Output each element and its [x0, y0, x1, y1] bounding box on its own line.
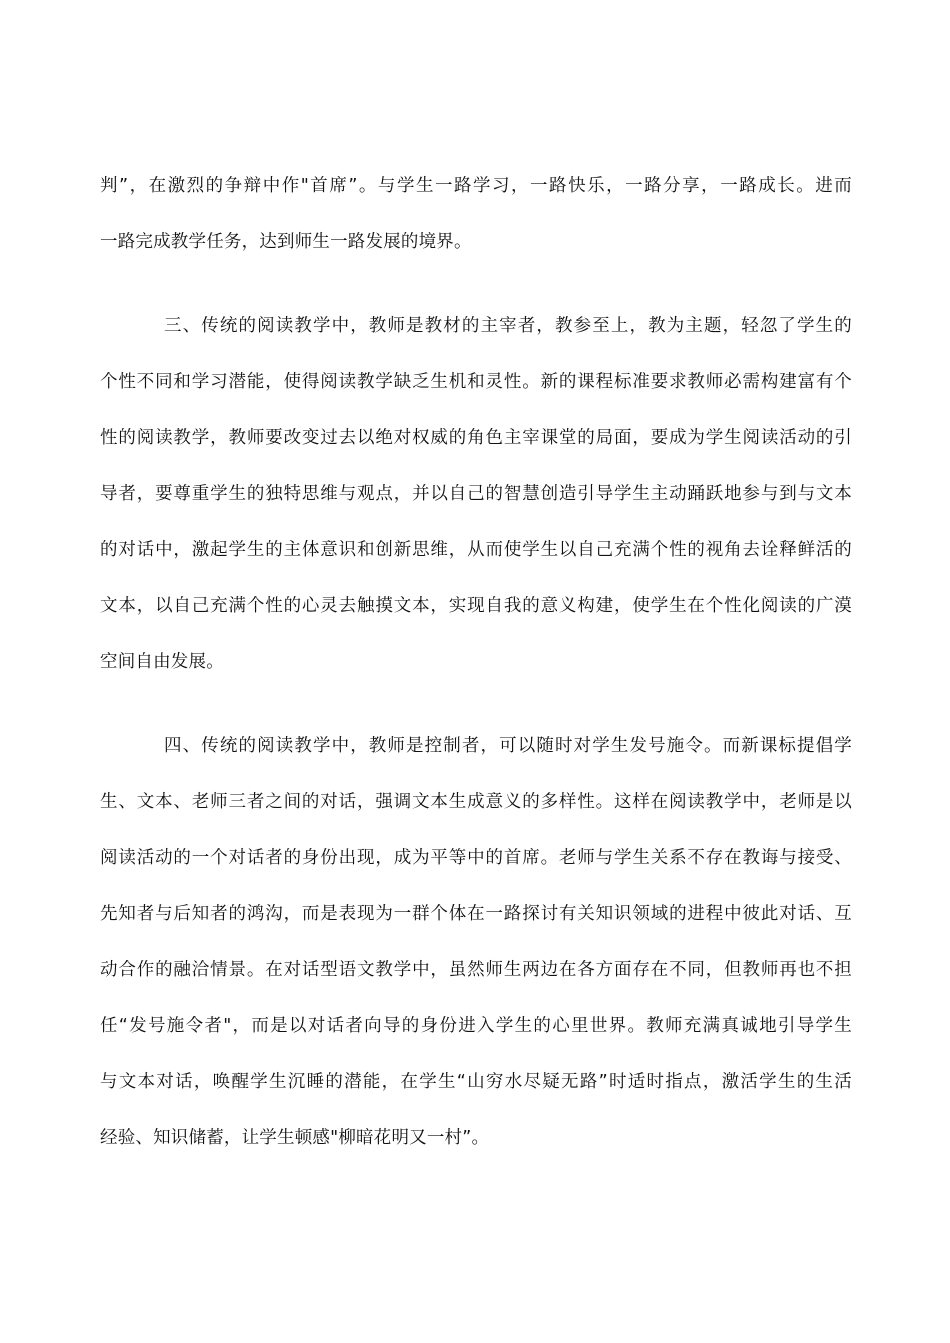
text-line: 动合作的融洽情景。在对话型语文教学中，虽然师生两边在各方面存在不同，但教师再也不担: [100, 960, 852, 980]
text-line: 任“发号施令者"，而是以对话者向导的身份进入学生的心里世界。教师充满真诚地引导学生: [100, 1016, 852, 1036]
text-line: 阅读活动的一个对话者的身份出现，成为平等中的首席。老师与学生关系不存在教诲与接受、: [100, 848, 852, 868]
text-line: 经验、知识储蓄，让学生顿感"柳暗花明又一村”。: [100, 1128, 490, 1148]
text-line: 四、传统的阅读教学中，教师是控制者，可以随时对学生发号施令。而新课标提倡学: [164, 736, 852, 756]
paragraph-section-three: [100, 298, 852, 690]
text-line: 空间自由发展。: [100, 652, 224, 672]
text-line: 与文本对话，唤醒学生沉睡的潜能，在学生“山穷水尽疑无路”时适时指点，激活学生的生活: [100, 1072, 852, 1092]
text-line: 文本，以自己充满个性的心灵去触摸文本，实现自我的意义构建，使学生在个性化阅读的广漠: [100, 596, 852, 616]
text-line: 性的阅读教学，教师要改变过去以绝对权威的角色主宰课堂的局面，要成为学生阅读活动的引: [100, 428, 852, 448]
text-line: 三、传统的阅读教学中，教师是教材的主宰者，教参至上，教为主题，轻忽了学生的: [164, 316, 852, 336]
text-line: 导者，要尊重学生的独特思维与观点，并以自己的智慧创造引导学生主动踊跃地参与到与文本: [100, 484, 852, 504]
text-line: 的对话中，激起学生的主体意识和创新思维，从而使学生以自己充满个性的视角去诠释鲜活的: [100, 540, 852, 560]
text-line: 先知者与后知者的鸿沟，而是表现为一群个体在一路探讨有关知识领域的进程中彼此对话、互: [100, 904, 852, 924]
text-line: 生、文本、老师三者之间的对话，强调文本生成意义的多样性。这样在阅读教学中，老师是以: [100, 792, 852, 812]
text-line: 一路完成教学任务，达到师生一路发展的境界。: [100, 232, 472, 252]
text-line: 判”，在激烈的争辩中作"首席”。与学生一路学习，一路快乐，一路分享，一路成长。进而: [100, 176, 852, 196]
text-line: 个性不同和学习潜能，使得阅读教学缺乏生机和灵性。新的课程标准要求教师必需构建富有个: [100, 372, 852, 392]
paragraph-section-four: [100, 718, 852, 1166]
paragraph-continuation: [100, 158, 852, 270]
